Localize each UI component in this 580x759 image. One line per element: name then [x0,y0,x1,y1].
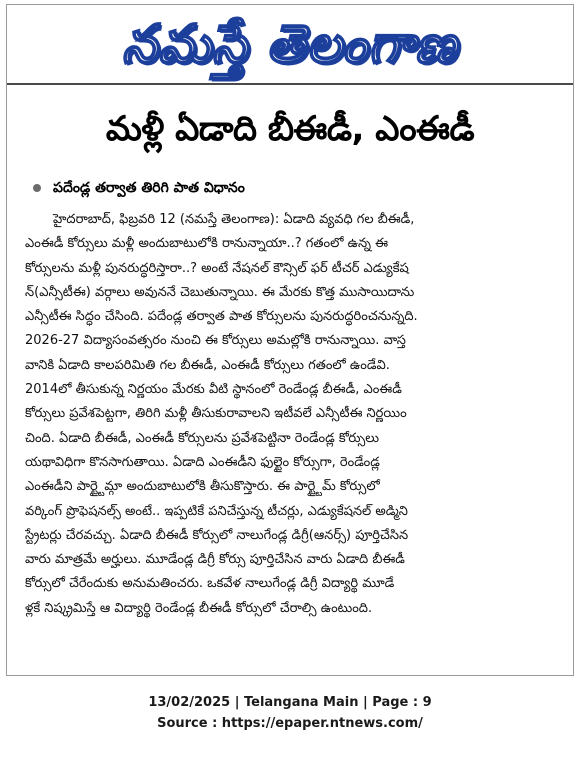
newspaper-clipping [6,4,574,676]
body-line: వర్కింగ్ ప్రొఫెషనల్స్ అంటే.. ఇప్పటికే పనిచేస్తున్న టీచర్లు, ఎడ్యుకేషనల్ అడ్మిని [25,503,408,519]
page-footer [0,692,580,734]
body-line: కోర్సులో చేరేందుకు అనుమతించరు. ఒకవేళ నాలుగేండ్ల డిగ్రీ విద్యార్థి మూడే [25,576,395,592]
newspaper-masthead [7,7,573,81]
body-line: హైదరాబాద్, ఫిబ్రవరి 12 (నమస్తే తెలంగాణ): ఏడాది వ్యవధి గల బీఈడీ, [53,212,415,227]
body-line: వానికి ఏడాది కాలపరిమితి గల బీఈడీ, ఎంఈడీ కోర్సులు గతంలో ఉండేవి. [25,357,390,373]
body-line: ఎంఈడీని పార్ట్టైమ్గా అందుబాటులోకి తీసుకొస్తారు. ఈ పార్ట్టైమ్ కోర్సులో [25,479,380,495]
body-line: కోర్సులను మళ్లీ పునరుద్ధరిస్తారా..? అంటే నేషనల్ కౌన్సిల్ ఫర్ టీచర్ ఎడ్యుకేష [25,260,409,276]
body-line: చింది. ఏడాది బీఈడీ, ఎంఈడీ కోర్సులను ప్రవేశపెట్టినా రెండేండ్ల కోర్సులు [25,430,379,446]
body-line: స్ట్రేటర్లు చేరవచ్చు. ఏడాది బీఈడీ కోర్సులో నాలుగేండ్ల డిగ్రీ(ఆనర్స్) పూర్తిచేసిన [25,527,409,543]
body-line: ఎంఈడీ కోర్సులు మళ్లీ అందుబాటులోకి రానున్నాయా..? గతంలో ఉన్న ఈ [25,236,389,252]
edition-info: 13/02/2025 | Telangana Main | Page : 9 [148,695,432,710]
source-link[interactable]: Source : https://epaper.ntnews.com/ [157,716,423,731]
body-line: 2026-27 విద్యాసంవత్సరం నుంచి ఈ కోర్సులు అమల్లోకి రానున్నాయి. వాస్త [25,333,406,349]
body-line: న్(ఎన్సీటీఈ) వర్గాలు అవుననే చెబుతున్నాయి. ఈ మేరకు కొత్త ముసాయిదాను [25,284,415,300]
body-line: ఎన్సీటీఈ సిద్ధం చేసింది. పదేండ్ల తర్వాత పాత కోర్సులను పునరుద్ధరించనున్నది. [25,309,418,325]
body-line: ళ్లకే నిష్క్రమిస్తే ఆ విద్యార్థి రెండేండ్ల బీఈడీ కోర్సులో చేరాల్సి ఉంటుంది. [25,600,373,616]
body-line: 2014లో తీసుకున్న నిర్ణయం మేరకు వీటి స్థానంలో రెండేండ్ల బీఈడీ, ఎంఈడీ [25,382,402,398]
article-body [25,208,559,621]
body-line: యథావిధిగా కొనసాగుతాయి. ఏడాది ఎంఈడీని ఫుల్టైం కోర్సుగా, రెండేండ్ల [25,454,380,470]
masthead-divider [7,83,573,85]
article-headline: మళ్లీ ఏడాది బీఈడీ, ఎంఈడీ [105,109,475,149]
article-subheading [33,177,553,199]
body-line: వారు మాత్రమే అర్హులు. మూడేండ్ల డిగ్రీ కోర్సు పూర్తిచేసిన వారు ఏడాది బీఈడీ [25,552,405,568]
bullet-icon [33,184,41,192]
subheading-text: పదేండ్ల తర్వాత తిరిగి పాత విధానం [53,180,245,196]
masthead-title: నమస్తే తెలంగాణ [122,13,458,75]
body-line: కోర్సులు ప్రవేశపెట్టగా, తిరిగి మళ్లీ తీసుకురావాలని ఇటీవలే ఎన్సీటీఈ నిర్ణయిం [25,406,407,422]
